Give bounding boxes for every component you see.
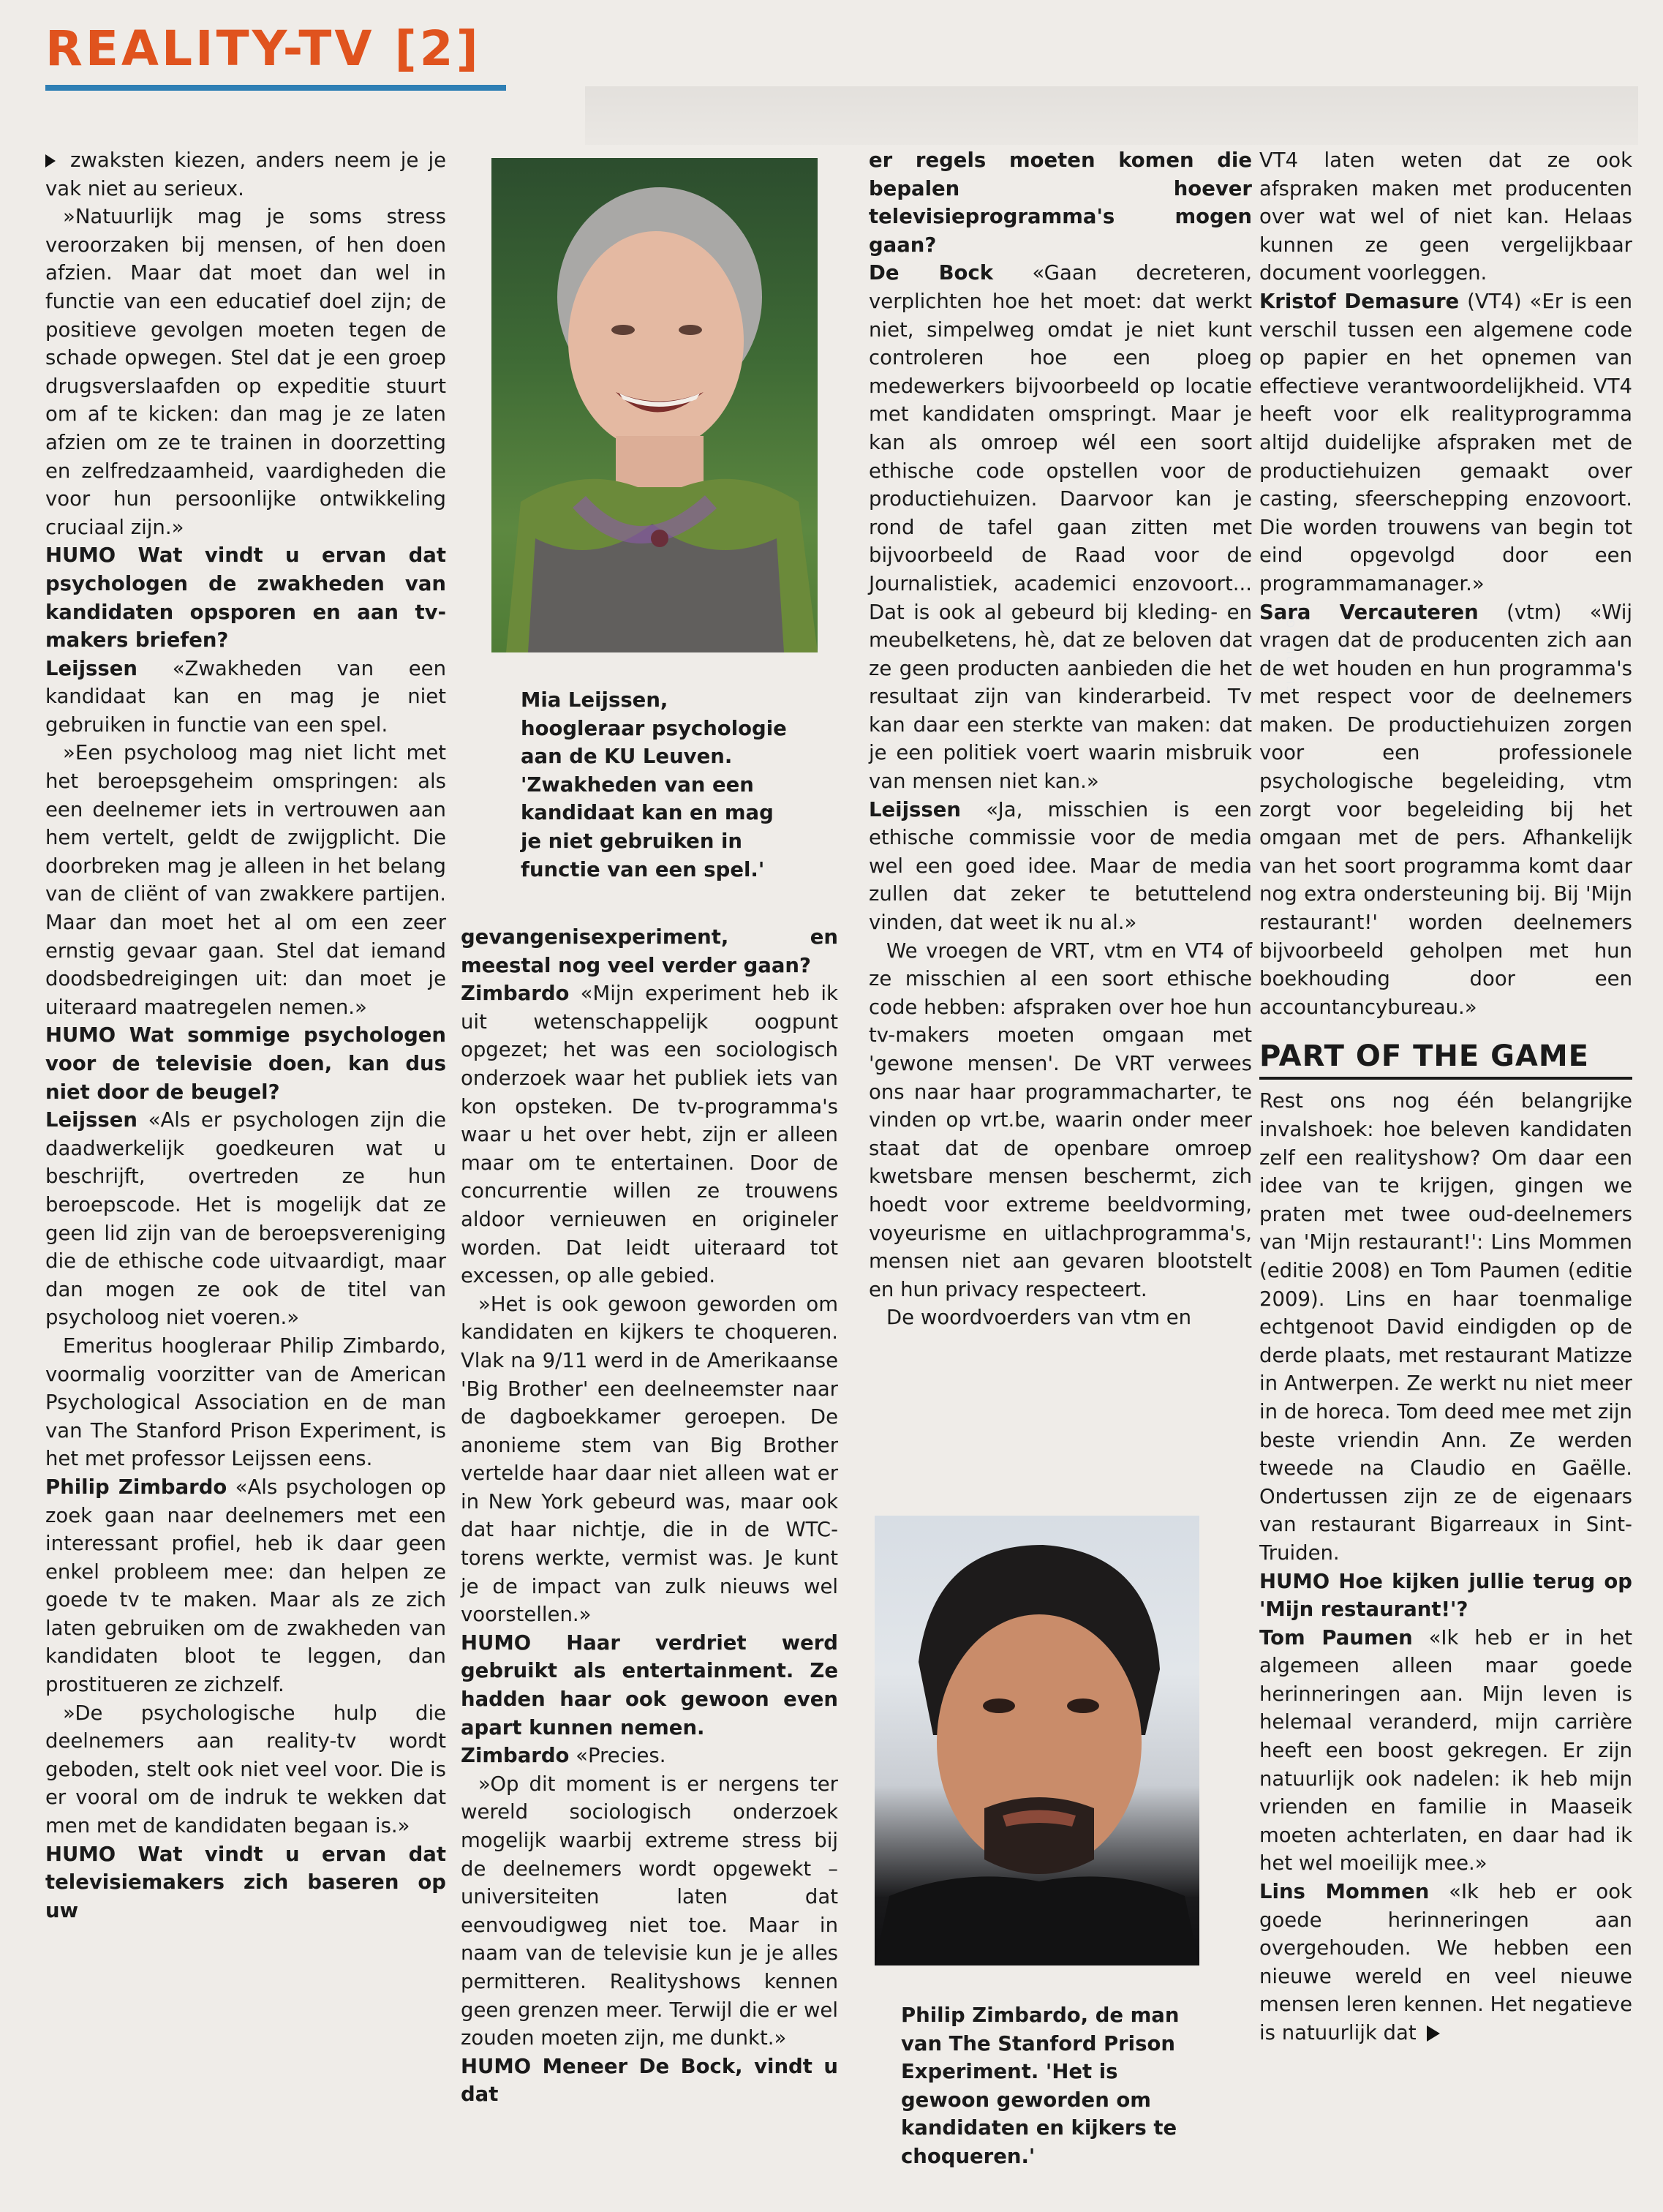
paragraph-text: «Er is een verschil tussen een algemene code op papier en het opnemen van effectieve verantwoordelijkheid. VT4 heeft voor elk realityprogramma altijd duidelijke afspraken met de productiehuizen gemaakt over casting, sfeerschepping enzovoort. Die worden trouwens van begin tot eind opgevolgd door een programmamanager.» bbox=[1259, 289, 1633, 595]
interview-answer bbox=[1259, 598, 1632, 1022]
column-2 bbox=[461, 923, 838, 2109]
paragraph-text: «Precies. bbox=[576, 1744, 666, 1768]
interview-question bbox=[45, 1021, 446, 1106]
speaker-affiliation: (vtm) bbox=[1506, 600, 1562, 624]
paragraph-text: »Op dit moment is er nergens ter wereld sociologisch onderzoek mogelijk waarbij extreme stress bij de deelnemers wordt opgewekt – universiteiten laten dat eenvoudigweg niet toe. Maar in naam van de televisie kun je je alles permitteren. Realityshows kennen geen grenzen meer. Terwijl die er wel zouden moeten zijn, me dunkt.» bbox=[461, 1772, 838, 2050]
body-paragraph bbox=[45, 739, 446, 1021]
speaker-affiliation: (VT4) bbox=[1467, 289, 1522, 313]
body-paragraph bbox=[45, 1332, 446, 1473]
title-underline bbox=[45, 85, 506, 91]
body-paragraph bbox=[45, 203, 446, 541]
speaker-name: Tom Paumen bbox=[1259, 1625, 1413, 1649]
speaker-name: Leijssen bbox=[45, 1108, 137, 1132]
speaker-name: Lins Mommen bbox=[1259, 1880, 1430, 1904]
interview-answer bbox=[461, 1742, 838, 1770]
body-paragraph bbox=[1259, 146, 1632, 287]
paragraph-text: VT4 laten weten dat ze ook afspraken maken met producenten over wat wel of niet kan. Helaas kunnen ze geen vergelijkbaar document voorleggen. bbox=[1259, 148, 1632, 285]
paragraph-text: «Ik heb er in het algemeen alleen maar goede herinneringen aan. Mijn leven is helemaal veranderd, mijn carrière heeft een boost gekregen. Er zijn natuurlijk ook nadelen: ik heb mijn vrienden en familie in Maaseik moeten achterlaten, en daar had ik het wel moeilijk mee.» bbox=[1259, 1625, 1632, 1876]
portrait-woman-illustration bbox=[491, 158, 818, 652]
portrait-man-illustration bbox=[875, 1516, 1199, 1965]
paragraph-text: «Ja, misschien is een ethische commissie voor de media wel een goed idee. Maar de media zullen dat zeker te betuttelend vinden, dat weet ik nu al.» bbox=[869, 797, 1252, 935]
caption-zimbardo: Philip Zimbardo, de man van The Stanford Prison Experiment. 'Het is gewoon geworden om kandidaten en kijkers te choqueren.' bbox=[901, 2004, 1180, 2168]
section-header bbox=[45, 20, 481, 77]
body-paragraph bbox=[461, 1770, 838, 2053]
speaker-name: Sara Vercauteren bbox=[1259, 600, 1479, 624]
question-text: er regels moeten komen die bepalen hoever televisieprogramma's mogen gaan? bbox=[869, 148, 1252, 257]
question-text: HUMO Hoe kijken jullie terug op 'Mijn restaurant!'? bbox=[1259, 1569, 1632, 1622]
question-text: HUMO Wat vindt u ervan dat televisiemakers zich baseren op uw bbox=[45, 1842, 446, 1922]
body-paragraph bbox=[45, 1699, 446, 1840]
body-paragraph bbox=[1259, 1087, 1632, 1567]
paragraph-text: «Zwakheden van een kandidaat kan en mag je niet gebruiken in functie van een spel. bbox=[45, 656, 446, 737]
interview-answer bbox=[45, 1473, 446, 1699]
section-heading: PART OF THE GAME bbox=[1259, 1040, 1632, 1080]
paragraph-text: «Als er psychologen zijn die daadwerkelijk goedkeuren wat u beschrijft, overtreden ze hun beroepscode. Het is mogelijk dat ze geen lid zijn van de beroepsvereniging die de ethische code uitvaardigt, maar dan mogen ze ook de titel van psycholoog niet voeren.» bbox=[45, 1108, 446, 1330]
interview-answer bbox=[1259, 1878, 1632, 2047]
question-text: HUMO Wat vindt u ervan dat psychologen de zwakheden van kandidaten opsporen en aan tv-makers briefen? bbox=[45, 543, 446, 652]
paragraph-text: »Een psycholoog mag niet licht met het beroepsgeheim omspringen: als een deelnemer iets in vertrouwen aan hem vertelt, geldt de zwijgplicht. Die doorbreken mag je alleen in het belang van de cliënt of van zwakkere partijen. Maar dan moet het al om een zeer ernstig gevaar gaan. Stel dat iemand doodsbedreigingen uit: dan moet je uiteraard maatregelen nemen.» bbox=[45, 741, 446, 1019]
speaker-name: Zimbardo bbox=[461, 982, 570, 1006]
interview-answer bbox=[45, 655, 446, 740]
interview-answer bbox=[45, 1106, 446, 1332]
paragraph-text: «Mijn experiment heb ik uit wetenschappelijk oogpunt opgezet; het was een sociologisch onderzoek waar het publiek iets van kon opsteken. De tv-programma's waar u het over hebt, zijn er alleen maar om te entertainen. Door de concurrentie willen ze trouwens aldoor vernieuwen en origineler worden. Dat leidt uiteraard tot excessen, op alle gebied. bbox=[461, 982, 838, 1288]
interview-question bbox=[45, 1840, 446, 1925]
continues-arrow-icon bbox=[1427, 2025, 1440, 2042]
interview-question bbox=[461, 923, 838, 979]
speaker-name: Leijssen bbox=[45, 656, 137, 680]
paragraph-text: »Natuurlijk mag je soms stress veroorzaken bij mensen, of hen doen afzien. Maar dat moet dan wel in functie van een educatief doel zijn; de positieve gevolgen moeten tegen de schade opwegen. Stel dat je een groep drugsverslaafden op expeditie stuurt om af te kicken: dan mag je ze laten afzien om ze te trainen in doorzetting en zelfredzaamheid, vaardigheden die voor hun persoonlijke ontwikkeling cruciaal zijn.» bbox=[45, 205, 446, 539]
body-paragraph bbox=[869, 1304, 1252, 1332]
bleed-through-heading bbox=[585, 86, 1638, 145]
paragraph-text: «Als psychologen op zoek gaan naar deelnemers met een interessant profiel, heb ik daar geen enkel probleem mee: dan helpen ze goede tv te maken. Maar als ze zich laten gebruiken om de zwakheden van kandidaten bloot te leggen, dan prostitueren ze zichzelf. bbox=[45, 1475, 446, 1697]
question-text: HUMO Wat sommige psychologen voor de televisie doen, kan dus niet door de beugel? bbox=[45, 1023, 446, 1104]
caption-leijssen: Mia Leijssen, hoogleraar psychologie aan de KU Leuven. 'Zwakheden van een kandidaat kan en mag je niet gebruiken in functie van een spel.' bbox=[521, 688, 787, 881]
paragraph-text: »Het is ook gewoon geworden om kandidaten en kijkers te choqueren. Vlak na 9/11 werd in de Amerikaanse 'Big Brother' een deelneemster naar de dagboekkamer geroepen. De anonieme stem van Big Brother vertelde haar daar niet alleen wat er in New York gebeurd was, maar ook dat haar nichtje, die in de WTC-torens werkte, vermist was. Je kunt je de impact van zulk nieuws wel voorstellen.» bbox=[461, 1292, 838, 1627]
interview-question bbox=[1259, 1568, 1632, 1624]
speaker-name: Philip Zimbardo bbox=[45, 1475, 227, 1499]
continued-arrow-icon bbox=[45, 154, 56, 168]
column-1 bbox=[45, 146, 446, 1925]
paragraph-text: «Gaan decreteren, verplichten hoe het moet: dat werkt niet, simpelweg omdat je niet kunt controleren hoe een ploeg medewerkers bijvoorbeeld op locatie met kandidaten omspringt. Maar je kan als omroep wél een soort ethische code opstellen voor de productiehuizen. Daarvoor kan je rond de tafel gaan zitten met bijvoorbeeld de Raad voor de Journalistiek, academici enzovoort... Dat is ook al gebeurd bij kleding- en meubelketens, hè, dat ze beloven dat ze geen producten aanbieden die het resultaat zijn van kinderarbeid. Tv kan daar een sterkte van maken: dat je een politiek voert waarin misbruik van mensen niet kan.» bbox=[869, 261, 1252, 794]
interview-question bbox=[461, 1629, 838, 1742]
interview-answer bbox=[869, 796, 1252, 937]
speaker-name: Leijssen bbox=[869, 797, 961, 821]
photo-philip-zimbardo bbox=[875, 1516, 1199, 1965]
paragraph-text: Emeritus hoogleraar Philip Zimbardo, voormalig voorzitter van de American Psychological Association en de man van The Stanford Prison Experiment, is het met professor Leijssen eens. bbox=[45, 1333, 446, 1471]
body-paragraph bbox=[461, 1290, 838, 1629]
paragraph-text: Rest ons nog één belangrijke invalshoek: hoe beleven kandidaten zelf een realityshow? Om daar een idee van te krijgen, gingen we praten met twee oud-deelnemers van 'Mijn restaurant!': Lins Mommen (editie 2008) en Tom Paumen (editie 2009). Lins en haar toenmalige echtgenoot David eindigden op de derde plaats, met restaurant Matizze in Antwerpen. Ze werkt nu niet meer in de horeca. Tom deed mee met zijn beste vriendin Ann. Ze werden tweede na Claudio en Gaëlle. Ondertussen zijn ze de eigenaars van restaurant Bigarreaux in Sint-Truiden. bbox=[1259, 1089, 1632, 1565]
interview-question bbox=[45, 541, 446, 654]
interview-answer bbox=[461, 979, 838, 1290]
interview-answer bbox=[869, 259, 1252, 795]
paragraph-text: zwaksten kiezen, anders neem je je vak niet au serieux. bbox=[45, 148, 446, 200]
paragraph-text: De woordvoerders van vtm en bbox=[886, 1306, 1192, 1330]
column-3 bbox=[869, 146, 1252, 1332]
question-text: gevangenisexperiment, en meestal nog veel verder gaan? bbox=[461, 925, 838, 977]
speaker-name: De Bock bbox=[869, 261, 994, 285]
paragraph-text: We vroegen de VRT, vtm en VT4 of ze misschien al een soort ethische code hebben: afspraken over hoe hun tv-makers moeten omgaan met 'gewone mensen'. De VRT verwees ons naar haar programmacharter, te vinden op vrt.be, waarin onder meer staat dat de openbare omroep kwetsbare mensen beschermt, zich hoedt voor extreme beeldvorming, voyeurisme en uitlachprogramma's, mensen niet aan gevaren blootstelt en hun privacy respecteert. bbox=[869, 938, 1252, 1301]
interview-question bbox=[461, 2053, 838, 2109]
paragraph-text: »De psychologische hulp die deelnemers aan reality-tv wordt geboden, stelt ook niet veel voor. Die is er vooral om de indruk te wekken dat men met de kandidaten begaan is.» bbox=[45, 1701, 446, 1838]
photo-credit: SIGFRID EGGERS bbox=[1286, 584, 1297, 692]
column-4 bbox=[1259, 146, 1632, 2047]
speaker-name: Kristof Demasure bbox=[1259, 289, 1460, 313]
paragraph-text: «Wij vragen dat de producenten zich aan de wet houden en hun programma's met respect voor de deelnemers maken. De productiehuizen zorgen voor een professionele psychologische begeleiding, vtm zorgt voor begeleiding bij het omgaan met de pers. Afhankelijk van het soort programma komt daar nog extra ondersteuning bij. Bij 'Mijn restaurant!' worden deelnemers bijvoorbeeld geholpen met hun boekhouding door een accountancybureau.» bbox=[1259, 600, 1632, 1019]
body-paragraph bbox=[869, 937, 1252, 1304]
interview-answer bbox=[1259, 287, 1632, 598]
question-text: HUMO Haar verdriet werd gebruikt als entertainment. Ze hadden haar ook gewoon even apart kunnen nemen. bbox=[461, 1630, 838, 1739]
page-title: REALITY-TV [2] bbox=[45, 20, 481, 77]
speaker-name: Zimbardo bbox=[461, 1744, 570, 1768]
paragraph-text: «Ik heb er ook goede herinneringen aan overgehouden. We hebben een nieuwe wereld en veel nieuwe mensen leren kennen. Het negatieve is natuurlijk dat bbox=[1259, 1880, 1632, 2044]
question-text: HUMO Meneer De Bock, vindt u dat bbox=[461, 2054, 838, 2107]
body-paragraph bbox=[45, 146, 446, 203]
interview-question bbox=[869, 146, 1252, 259]
interview-answer bbox=[1259, 1624, 1632, 1878]
